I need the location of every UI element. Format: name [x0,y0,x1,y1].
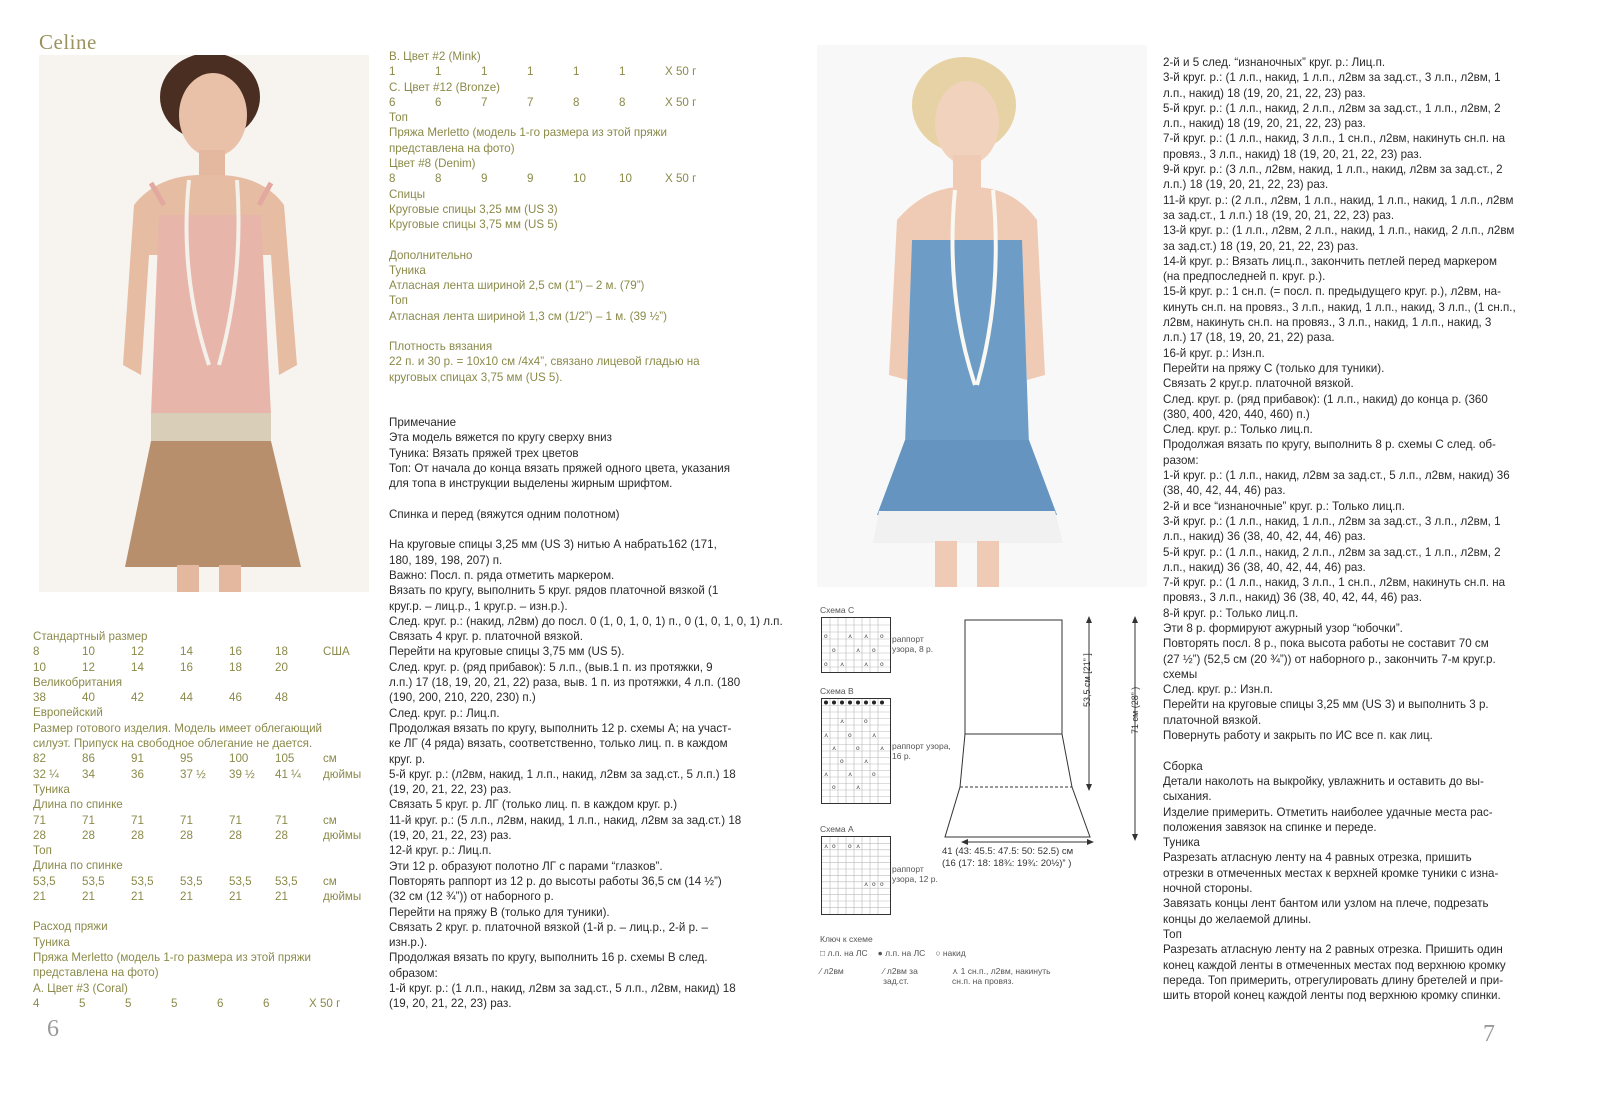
instruction-line: 13-й круг. р.: (1 л.п., л2вм, 2 л.п., накид, 1 л.п., накид, 2 л.п., л2вм [1163,224,1515,238]
instruction-line: 16-й круг. р.: Изн.п. [1163,346,1265,360]
yarn-c-row: 6 6 7 7 8 8 X 50 г [389,95,697,109]
svg-text:o: o [848,732,852,739]
instruction-line: Связать 2 круг. р. платочной вязкой (1-й р. – лиц.р., 2-й р. – [389,920,708,934]
svg-text:⋏: ⋏ [824,771,829,778]
instruction-line: 12-й круг. р.: Лиц.п. [389,844,492,858]
svg-text:⋏: ⋏ [880,745,885,752]
svg-text:⋏: ⋏ [856,784,861,791]
instruction-line: круг. р. [389,752,426,766]
chart-a [821,836,891,915]
instruction-line: 1-й круг. р.: (1 л.п., накид, л2вм за зад.ст., 5 л.п., л2вм, накид) 18 [389,981,736,995]
instruction-line: След. круг. р.: Лиц.п. [389,706,500,720]
instruction-line [389,522,734,537]
key-yo: ○ накид [935,948,966,958]
yarn-b-row: 1 1 1 1 1 1 X 50 г [389,65,697,79]
instruction-line: След. круг. р.: Изн.п. [1163,683,1273,697]
instruction-line: положения завязок на спинке и переде. [1163,820,1377,834]
instruction-line: Топ [1163,927,1182,941]
instruction-line: След. круг. р. (ряд прибавок): 5 л.п., (выв.1 п. из протяжки, 9 [389,660,713,674]
svg-text:o: o [880,881,884,888]
instruction-line: л2вм, накинуть сн.п. на провяз., 3 л.п., накид, 1 л.п., накид, 3 [1163,316,1492,330]
svg-text:o: o [872,881,876,888]
instruction-line: Связать 2 круг.р. платочной вязкой. [1163,377,1354,391]
instruction-line: 8-й круг. р.: Только лиц.п. [1163,606,1299,620]
svg-text:o: o [840,758,844,765]
svg-text:⋏: ⋏ [840,661,845,668]
instruction-line: (на предпоследней п. круг. р.). [1163,270,1326,284]
instruction-line: 180, 189, 198, 207) п. [389,553,503,567]
svg-text:o: o [832,784,836,791]
yarn-title: Расход пряжи [33,920,108,934]
instruction-line: (19, 20, 21, 22, 23) раз. [389,783,512,797]
sizes-eu-row: 38 40 42 44 46 48 [33,691,288,705]
svg-text:⋏: ⋏ [856,647,861,654]
chart-b-repeat: раппорт узора, 16 р. [892,741,951,761]
instruction-line: л.п., накид) 18 (19, 20, 21, 22, 23) раз. [1163,117,1366,131]
instruction-line: провяз., 3 л.п., накид) 18 (19, 20, 21, 22, 23) раз. [1163,147,1422,161]
instruction-line: 11-й круг. р.: (5 л.п., л2вм, накид, 1 л.п., накид, л2вм за зад.ст.) 18 [389,813,742,827]
svg-text:o: o [864,718,868,725]
svg-text:o: o [872,771,876,778]
instruction-line: конец каждой ленты в отмеченных местах под верхнюю кромку [1163,958,1506,972]
instruction-line: (19, 20, 21, 22, 23) раз. [389,829,512,843]
instruction-line: Повторять посл. 8 р., пока высота работы не составит 70 см [1163,637,1489,651]
svg-text:o: o [880,633,884,640]
instruction-line: отрезки в отмеченных местах к верхней кромке туники с изна- [1163,866,1499,880]
instruction-line: шить второй конец каждой ленты под верхнюю кромку спинки. [1163,989,1501,1003]
chart-c-repeat: раппорт узора, 8 р. [892,634,934,654]
instruction-line: изн.р.). [389,936,428,950]
instruction-line: Вязать по кругу, выполнить 5 круг. рядов платочной вязкой (1 [389,584,719,598]
svg-text:⋏: ⋏ [848,771,853,778]
instruction-line: Изделие примерить. Отметить наиболее удачные места рас- [1163,805,1493,819]
tunic-len-cm-row: 71 71 71 71 71 71 см [33,813,337,827]
svg-text:⋏: ⋏ [864,633,869,640]
svg-text:o: o [832,843,836,850]
instruction-line: Перейти на пряжу C (только для туники). [1163,361,1385,375]
photo-coral-tunic [39,55,369,592]
instruction-line: 15-й круг. р.: 1 сн.п. (= посл. п. предыдущего круг. р.), л2вм, на- [1163,285,1501,299]
instruction-line: 3-й круг. р.: (1 л.п., накид, 1 л.п., л2вм за зад.ст., 3 л.п., л2вм, 1 [1163,71,1501,85]
chart-c-title: Схема C [820,605,855,615]
instruction-line: Разрезать атласную ленту на 2 равных отрезка. Пришить один [1163,943,1503,957]
key-purl: ● л.п. на ЛС [877,948,926,958]
instruction-line: 9-й круг. р.: (3 л.п., л2вм, накид, 1 л.п., накид, л2вм за зад.ст., 2 [1163,163,1503,177]
instruction-line: 14-й круг. р.: Вязать лиц.п., закончить петлей перед маркером [1163,254,1497,268]
page-number-left: 6 [47,1016,59,1042]
instruction-line: 2-й и все “изнаночные” круг. р.: Только лиц.п. [1163,499,1405,513]
instruction-line: 5-й круг. р.: (1 л.п., накид, 2 л.п., л2вм за зад.ст., 1 л.п., л2вм, 2 [1163,545,1501,559]
svg-text:⋏: ⋏ [864,661,869,668]
instruction-line: Примечание [389,416,457,429]
chart-b [821,698,891,804]
instruction-line: ночной стороны. [1163,882,1253,896]
instruction-line: Продолжая вязать по кругу, выполнить 8 р. схемы C след. об- [1163,438,1496,452]
instruction-line: Продолжая вязать по кругу, выполнить 16 р. схемы B след. [389,951,708,965]
instruction-line [389,491,734,506]
chart-b-title: Схема B [820,686,854,696]
svg-text:⋏: ⋏ [824,843,829,850]
instruction-line: (27 ½”) (52,5 см (20 ¾”)) от наборного р., закончить 7-м круг.р. [1163,652,1496,666]
yarn-denim-row: 8 8 9 9 10 10 X 50 г [389,172,697,186]
finished-desc: Размер готового изделия. Модель имеет облегающий силуэт. Припуск на свободное облегание не дается. [33,721,323,751]
instruction-line: След. круг. р. (ряд прибавок): (1 л.п., накид) до конца р. (360 [1163,392,1488,406]
instruction-line: Продолжая вязать по кругу, выполнить 12 р. схемы А; на участ- [389,721,732,735]
top-len-cm-row: 53,5 53,5 53,5 53,5 53,5 53,5 см [33,874,337,888]
instruction-line: сыхания. [1163,790,1212,804]
svg-text:⋏: ⋏ [832,745,837,752]
sizes-eu-label: Европейский [33,706,103,720]
instruction-line: концы до желаемой длины. [1163,912,1312,926]
instruction-line: л.п., накид) 36 (38, 40, 42, 44, 46) раз. [1163,560,1366,574]
instruction-line: образом: [389,966,438,980]
finished-cm-row: 82 86 91 95 100 105 см [33,752,337,766]
svg-text:⋏: ⋏ [840,718,845,725]
instruction-line: (38, 40, 42, 44, 46) раз. [1163,484,1286,498]
svg-text:⋏: ⋏ [856,843,861,850]
schematic-diagram [940,612,1150,882]
svg-text:o: o [848,843,852,850]
tunic-len-in-row: 28 28 28 28 28 28 дюймы [33,828,362,842]
instruction-line: Туника: Вязать пряжей трех цветов [389,446,579,460]
chart-a-repeat: раппорт узора, 12 р. [892,864,938,884]
schematic-top-len: 53,5 см [21” ] [1082,653,1092,707]
instruction-line: 5-й круг. р.: (л2вм, накид, 1 л.п., накид, л2вм за зад.ст., 5 л.п.) 18 [389,767,736,781]
instruction-line: кинуть сн.п. на провяз., 3 л.п., накид, 1 л.п., накид, 3 л.п., (1 сн.п., [1163,300,1516,314]
instruction-line: л.п.) 18 (19, 20, 21, 22, 23) раз. [1163,178,1329,192]
instructions-right [1163,55,1516,1003]
instruction-line: Перейти на круговые спицы 3,75 мм (US 5). [389,645,625,659]
instruction-line: Разрезать атласную ленту на 4 равных отрезка, пришить [1163,851,1472,865]
sizes-section: Стандартный размер 8 10 12 14 16 18 США 10 12 14 16 18 20 Великобритания 38 40 42 44 46 48 Европейский Размер готового изделия. Модель имеет облегающий силуэт. Припуск на свободное облегание не дается. 82 86 91 95 100 105 см 32 ¼ 34 36 37 ½ 39 ½ 41 ¼ дюймы Туника Длина по спинке 71 71 71 71 71 71 см 28 28 28 28 28 28 дюймы Топ Длина по спинке 53,5 53,5 53,5 53,5 53,5 53,5 см 21 21 21 21 21 21 дюймы Расход пряжи Туника Пряжа Merletto (модель 1-го размера из этой пряжи представлена на фото) А. Цвет #3 (Coral) 4 5 5 5 6 6 X 50 г [33,629,373,1011]
instructions-middle [389,415,783,1012]
instruction-line: Эти 8 р. формируют ажурный узор “юбочки”. [1163,621,1403,635]
instruction-line: 5-й круг. р.: (1 л.п., накид, 2 л.п., л2вм за зад.ст., 1 л.п., л2вм, 2 [1163,101,1501,115]
instruction-line: провяз., 3 л.п., накид) 36 (38, 40, 42, 44, 46) раз. [1163,591,1422,605]
instruction-line: След. круг. р.: Только лиц.п. [1163,423,1313,437]
instruction-line: Сборка [1163,759,1203,773]
instruction-line: Связать 5 круг. р. ЛГ (только лиц. п. в каждом круг. р.) [389,798,678,812]
instruction-line: Туника [1163,836,1200,850]
instruction-line: л.п., накид) 18 (19, 20, 21, 22, 23) раз. [1163,86,1366,100]
svg-text:⋏: ⋏ [864,758,869,765]
svg-text:⋏: ⋏ [824,732,829,739]
svg-text:o: o [856,745,860,752]
instruction-line: Перейти на круговые спицы 3,25 мм (US 3) и выполнить 3 р. [1163,698,1489,712]
instruction-line: 2-й и 5 след. “изнаночных” круг. р.: Лиц.п. [1163,56,1386,69]
instruction-line: 7-й круг. р.: (1 л.п., накид, 3 л.п., 1 сн.п., л2вм, накинуть сн.п. на [1163,576,1506,590]
photo-denim-top [817,45,1147,587]
svg-text:o: o [824,633,828,640]
yarn-a-row: 4 5 5 5 6 6 X 50 г [33,996,341,1010]
instruction-line: 3-й круг. р.: (1 л.п., накид, 1 л.п., л2вм за зад.ст., 3 л.п., л2вм, 1 [1163,514,1501,528]
instruction-line: л.п.) 17 (18, 19, 20, 21, 22) раза, выв. 1 п. из протяжки, 4 л.п. (180 [389,676,741,690]
chart-c [821,617,891,673]
svg-text:o: o [880,661,884,668]
svg-text:⋏: ⋏ [848,633,853,640]
sizes-us-row: 8 10 12 14 16 18 США [33,645,350,659]
schematic-width: 41 (43: 45.5: 47.5: 50: 52.5) см (16 (17: 18: 18¾: 19¾: 20½)” ) [942,846,1074,869]
instruction-line: схемы [1163,667,1198,681]
instruction-line: (380, 400, 420, 440, 460) п.) [1163,407,1310,421]
instruction-line: (32 см (12 ¾”)) от наборного р. [389,890,554,904]
sizes-uk-label: Великобритания [33,675,123,689]
finished-in-row: 32 ¼ 34 36 37 ½ 39 ½ 41 ¼ дюймы [33,767,362,781]
instruction-line: 11-й круг. р.: (2 л.п., л2вм, 1 л.п., накид, 1 л.п., накид, 1 л.п., л2вм [1163,193,1514,207]
instruction-line: за зад.ст.) 18 (19, 20, 21, 22, 23) раз. [1163,239,1359,253]
instruction-line: 1-й круг. р.: (1 л.п., накид, л2вм за зад.ст., 5 л.п., л2вм, накид) 36 [1163,469,1510,483]
instruction-line: л.п.) 17 (18, 19, 20, 21, 22) раза. [1163,331,1335,345]
svg-text:o: o [824,661,828,668]
instruction-line: Повторять раппорт из 12 р. до высоты работы 36,5 см (14 ½”) [389,874,722,888]
instruction-line: за зад.ст., 1 л.п.) 18 (19, 20, 21, 22, 23) раз. [1163,208,1395,222]
materials-section: B. Цвет #2 (Mink) 1 1 1 1 1 1 X 50 г C. Цвет #12 (Bronze) 6 6 7 7 8 8 X 50 г Топ Пряжа Merletto (модель 1-го размера из этой пряжи представлена на фото) Цвет #8 (Denim) 8 8 9 9 10 10 X 50 г Спицы Круговые спицы 3,25 мм (US 3) Круговые спицы 3,75 мм (US 5) Дополнительно Туника Атласная лента шириной 2,5 см (1”) – 2 м. (79”) Топ Атласная лента шириной 1,3 см (1/2”) – 1 м. (39 ½”) Плотность вязания 22 п. и 30 р. = 10х10 см /4х4”, связано лицевой гладью на круговых спицах 3,75 мм (US 5). [389,49,734,385]
instruction-line: Детали наколоть на выкройку, увлажнить и оставить до вы- [1163,774,1484,788]
instruction-line: Перейти на пряжу B (только для туники). [389,905,610,919]
instruction-line: для топа в инструкции выделены жирным шрифтом. [389,477,673,491]
instruction-line: л.п., накид) 36 (38, 40, 42, 44, 46) раз. [1163,530,1366,544]
chart-a-title: Схема A [820,824,854,834]
instruction-line: Эта модель вяжется по кругу сверху вниз [389,431,612,445]
brand-title: Celine [39,30,97,54]
sizes-uk-row: 10 12 14 16 18 20 [33,660,288,674]
svg-text:⋏: ⋏ [872,732,877,739]
page-number-right: 7 [1483,1021,1495,1047]
instruction-line: 7-й круг. р.: (1 л.п., накид, 3 л.п., 1 сн.п., л2вм, накинуть сн.п. на [1163,132,1506,146]
sizes-title: Стандартный размер [33,630,148,643]
instruction-line: круг.р. – лиц.р., 1 круг.р. – изн.р.). [389,599,568,613]
top-len-in-row: 21 21 21 21 21 21 дюймы [33,890,362,904]
schematic-tunic-len: 71 см (28” ) [1130,686,1140,734]
instruction-line: (19, 20, 21, 22, 23) раз. [389,997,512,1011]
instruction-line: ке ЛГ (4 ряда) вязать, соответственно, только лиц. п. в каждом [389,737,728,751]
svg-text:⋏: ⋏ [864,881,869,888]
key-skpo: ⋏ 1 сн.п., л2вм, накинуть сн.п. на провяз. [952,966,1051,986]
chart-key-title: Ключ к схеме [820,934,873,944]
instruction-line: Топ: От начала до конца вязать пряжей одного цвета, указания [389,461,730,475]
chart-key [820,948,1060,986]
instruction-line: Повернуть работу и закрыть по ИС все п. как лиц. [1163,729,1433,743]
instruction-line: (190, 200, 210, 220, 230) п.) [389,691,536,705]
instruction-line: След. круг. р.: (накид, л2вм) до посл. 0 (1, 0, 1, 0, 1) п., 0 (1, 0, 1, 0, 1) л.п. [389,614,783,628]
instruction-line: Спинка и перед (вяжутся одним полотном) [389,507,620,521]
instruction-line: Связать 4 круг. р. платочной вязкой. [389,630,583,644]
instruction-line: платочной вязкой. [1163,713,1262,727]
key-knit: □ л.п. на ЛС [820,948,868,958]
instruction-line [1163,743,1508,758]
instruction-line: На круговые спицы 3,25 мм (US 3) нитью А набрать162 (171, [389,538,717,552]
key-ssk: ⁄ л2вм за зад.ст. [883,966,918,986]
svg-text:o: o [872,647,876,654]
instruction-line: Завязать концы лент бантом или узлом на плече, подрезать [1163,897,1489,911]
instruction-line: Важно: Посл. п. ряда отметить маркером. [389,568,615,582]
instruction-line: переда. Топ примерить, отрегулировать длину бретелей и при- [1163,973,1504,987]
key-k2tog: ⁄ л2вм [820,966,844,976]
instruction-line: Эти 12 р. образуют полотно ЛГ с парами “глазков”. [389,859,663,873]
svg-text:o: o [832,647,836,654]
instruction-line: разом: [1163,453,1199,467]
